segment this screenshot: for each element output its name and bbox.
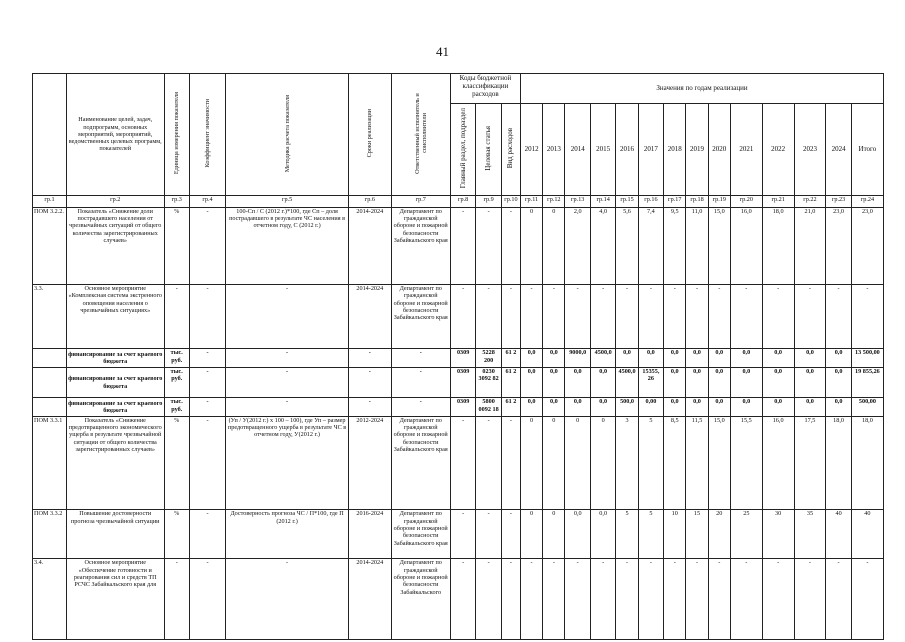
header-year: 2018 — [664, 104, 686, 195]
column-number: гр.15 — [616, 195, 638, 207]
table-cell: 2012-2024 — [349, 416, 391, 510]
table-cell: 11,5 — [686, 416, 708, 510]
table-cell: 0,0 — [565, 510, 590, 559]
table-cell: 2014-2024 — [349, 285, 391, 349]
header-years-group: Значения по годам реализации — [520, 74, 883, 104]
header-method: Методика расчета показателя — [226, 74, 349, 196]
table-cell: - — [450, 285, 475, 349]
table-cell: - — [226, 285, 349, 349]
header-year: 2024 — [826, 104, 851, 195]
column-number: гр.14 — [590, 195, 615, 207]
table-cell: 40 — [851, 510, 883, 559]
table-cell: - — [730, 559, 762, 640]
table-cell: 15,0 — [708, 416, 730, 510]
table-cell: 0,0 — [730, 398, 762, 417]
table-cell: 0,0 — [664, 349, 686, 368]
table-cell: % — [164, 510, 189, 559]
table-cell: - — [476, 559, 501, 640]
table-cell: - — [349, 349, 391, 368]
column-number: гр.3 — [164, 195, 189, 207]
table-cell: 9000,0 — [565, 349, 590, 368]
column-number: гр.9 — [476, 195, 501, 207]
table-cell: 15,5 — [730, 416, 762, 510]
table-cell: - — [476, 510, 501, 559]
table-cell: - — [349, 398, 391, 417]
table-cell: 3.4. — [33, 559, 67, 640]
table-cell: тыс. руб. — [164, 398, 189, 417]
table-cell: ПОМ 3.3.1 — [33, 416, 67, 510]
table-cell: - — [501, 207, 520, 284]
header-target-article: Целевая статья — [476, 104, 501, 195]
table-cell: 9,5 — [664, 207, 686, 284]
table-cell: 0,0 — [708, 367, 730, 397]
table-cell: - — [826, 559, 851, 640]
table-row — [33, 510, 884, 559]
table-cell: 0,0 — [686, 398, 708, 417]
table-cell: - — [501, 285, 520, 349]
table-cell: 7,4 — [638, 207, 663, 284]
table-cell: 3 — [616, 416, 638, 510]
table-cell: 0,0 — [520, 398, 542, 417]
table-cell: 0 — [520, 207, 542, 284]
table-cell: 18,0 — [826, 416, 851, 510]
table-cell: - — [450, 207, 475, 284]
table-cell: Достоверность прогноза ЧС / П*100, где П (2012 г.) — [226, 510, 349, 559]
table-cell: тыс. руб. — [164, 349, 189, 368]
table-cell: - — [565, 559, 590, 640]
column-number: гр.12 — [543, 195, 565, 207]
header-year: 2021 — [730, 104, 762, 195]
column-number: гр.1 — [33, 195, 67, 207]
column-number: гр.17 — [664, 195, 686, 207]
table-cell: - — [391, 367, 450, 397]
table-cell: 21,0 — [794, 207, 826, 284]
table-cell: 0,0 — [794, 367, 826, 397]
table-cell: 0,0 — [565, 367, 590, 397]
table-cell: 0,0 — [590, 367, 615, 397]
table-cell: 5800 0092 18 — [476, 398, 501, 417]
table-cell: - — [189, 285, 225, 349]
table-cell: - — [450, 510, 475, 559]
column-number: гр.4 — [189, 195, 225, 207]
table-row — [33, 367, 884, 397]
table-body — [33, 207, 884, 639]
table-cell: 0,0 — [543, 349, 565, 368]
table-cell: 0,0 — [543, 398, 565, 417]
table-cell: - — [590, 559, 615, 640]
table-cell: - — [189, 207, 225, 284]
table-cell: - — [189, 398, 225, 417]
table-cell: 0,0 — [730, 367, 762, 397]
table-cell: 0,0 — [686, 367, 708, 397]
table-cell: 0,0 — [826, 349, 851, 368]
table-cell: - — [501, 416, 520, 510]
table-cell: 11,0 — [686, 207, 708, 284]
table-cell: 4500,0 — [590, 349, 615, 368]
header-row-1 — [33, 74, 884, 104]
table-cell: 0,0 — [708, 349, 730, 368]
table-cell: 0,0 — [590, 510, 615, 559]
table-cell: - — [708, 559, 730, 640]
table-cell: Повышение достоверности прогноза чрезвычайной ситуации — [66, 510, 164, 559]
column-number: гр.20 — [730, 195, 762, 207]
table-cell: 0,0 — [826, 398, 851, 417]
table-row — [33, 207, 884, 284]
table-cell: тыс. руб. — [164, 367, 189, 397]
table-cell: 0,0 — [520, 367, 542, 397]
table-cell: Показатель «Снижение доли пострадавшего населения от чрезвычайных ситуаций от общего количества зарегистрированных случаев» — [66, 207, 164, 284]
table-cell: 3.3. — [33, 285, 67, 349]
table-cell: - — [664, 559, 686, 640]
header-unit: Единица измерения показателя — [164, 74, 189, 196]
table-cell: 4500,0 — [616, 367, 638, 397]
table-cell: - — [794, 285, 826, 349]
table-cell: - — [476, 285, 501, 349]
table-cell: 5 — [616, 510, 638, 559]
table-cell: - — [616, 285, 638, 349]
table-cell: 18,0 — [851, 416, 883, 510]
table-cell: 0,0 — [794, 349, 826, 368]
header-year: 2015 — [590, 104, 615, 195]
table-cell: Основное мероприятие «Обеспечение готовности и реагирования сил и средств ТП РСЧС Забайкальского края для — [66, 559, 164, 640]
table-cell: 8,5 — [664, 416, 686, 510]
table-cell: 0,0 — [826, 367, 851, 397]
table-cell: 500,00 — [851, 398, 883, 417]
column-number: гр.13 — [565, 195, 590, 207]
table-cell: 0,0 — [730, 349, 762, 368]
header-coefficient: Коэффициент значимости — [189, 74, 225, 196]
table-cell: - — [164, 285, 189, 349]
table-cell: - — [686, 559, 708, 640]
table-cell: - — [762, 559, 794, 640]
table-cell: 0 — [543, 510, 565, 559]
table-cell: 0 — [520, 510, 542, 559]
table-cell: - — [638, 559, 663, 640]
table-cell: - — [226, 349, 349, 368]
table-cell: 40 — [826, 510, 851, 559]
column-number: гр.16 — [638, 195, 663, 207]
table-cell: Департамент по гражданской обороне и пожарной безопасности Забайкальского края — [391, 285, 450, 349]
table-cell: - — [391, 349, 450, 368]
header-year: 2017 — [638, 104, 663, 195]
column-number: гр.21 — [762, 195, 794, 207]
table-cell: % — [164, 207, 189, 284]
column-number: гр.7 — [391, 195, 450, 207]
table-cell: - — [501, 559, 520, 640]
table-cell: 15 — [686, 510, 708, 559]
table-cell: 0,0 — [590, 398, 615, 417]
table-cell: 0,00 — [638, 398, 663, 417]
header-budget-codes: Коды бюджетной классификации расходов — [450, 74, 520, 104]
table-cell: ПОМ 3.2.2. — [33, 207, 67, 284]
table-cell: 0230 3092 82 — [476, 367, 501, 397]
table-cell: - — [189, 510, 225, 559]
table-cell: - — [450, 416, 475, 510]
header-year: 2020 — [708, 104, 730, 195]
table-cell: 18,0 — [762, 207, 794, 284]
table-cell: - — [520, 285, 542, 349]
table-cell — [33, 349, 67, 368]
column-number: гр.22 — [794, 195, 826, 207]
column-number: гр.19 — [708, 195, 730, 207]
table-cell: 5 — [638, 416, 663, 510]
header-total: Итого — [851, 104, 883, 195]
table-cell: финансирование за счет краевого бюджета — [66, 349, 164, 368]
table-cell: 0 — [543, 416, 565, 510]
table-cell: - — [476, 416, 501, 510]
table-cell: 5228 200 — [476, 349, 501, 368]
table-cell: 0,0 — [762, 367, 794, 397]
table-cell: - — [164, 559, 189, 640]
table-cell: 0,0 — [565, 398, 590, 417]
table-cell: 0309 — [450, 367, 475, 397]
header-year: 2013 — [543, 104, 565, 195]
table-cell: 0,0 — [664, 367, 686, 397]
table-cell: - — [664, 285, 686, 349]
table-row — [33, 349, 884, 368]
column-numbers-row — [33, 195, 884, 207]
page-number: 41 — [436, 44, 449, 59]
table-cell — [33, 367, 67, 397]
header-expense-type: Вид расходов — [501, 104, 520, 195]
table-cell: 0,0 — [616, 349, 638, 368]
column-number: гр.8 — [450, 195, 475, 207]
table-cell: 61 2 — [501, 398, 520, 417]
table-cell: - — [189, 559, 225, 640]
table-cell: 0,0 — [794, 398, 826, 417]
table-cell: 0 — [520, 416, 542, 510]
table-cell: - — [520, 559, 542, 640]
table-cell: 25 — [730, 510, 762, 559]
header-year: 2016 — [616, 104, 638, 195]
table-cell: 0 — [590, 416, 615, 510]
table-cell: Департамент по гражданской обороне и пожарной безопасности Забайкальского края — [391, 416, 450, 510]
table-cell: 5,6 — [616, 207, 638, 284]
table-cell: ПОМ 3.3.2 — [33, 510, 67, 559]
header-year: 2023 — [794, 104, 826, 195]
table-cell: 0,0 — [664, 398, 686, 417]
table-cell: - — [189, 367, 225, 397]
table-cell: - — [543, 285, 565, 349]
table-cell: Показатель «Снижение предотвращенного экономического ущерба в результате чрезвычайной ситуации от общего количества зарегистрированных случаев» — [66, 416, 164, 510]
table-cell: 16,0 — [730, 207, 762, 284]
table-cell: Департамент по гражданской обороне и пожарной безопасности Забайкальского края — [391, 510, 450, 559]
table-cell: 23,0 — [826, 207, 851, 284]
column-number: гр.2 — [66, 195, 164, 207]
table-cell: - — [565, 285, 590, 349]
table-cell: - — [851, 559, 883, 640]
table-cell: - — [226, 398, 349, 417]
table-cell: - — [189, 416, 225, 510]
table-row — [33, 416, 884, 510]
table-cell: 0,0 — [520, 349, 542, 368]
header-year: 2014 — [565, 104, 590, 195]
table-cell: - — [616, 559, 638, 640]
table-cell: % — [164, 416, 189, 510]
table-cell: - — [189, 349, 225, 368]
header-section: Главный раздел, подраздел — [450, 104, 475, 195]
table-cell: 0 — [565, 416, 590, 510]
table-cell: 0,0 — [708, 398, 730, 417]
header-year: 2022 — [762, 104, 794, 195]
table-cell: 10 — [664, 510, 686, 559]
table-cell: - — [794, 559, 826, 640]
table-cell: 0309 — [450, 398, 475, 417]
header-executor: Ответственный исполнитель и соисполнители — [391, 74, 450, 196]
column-number: гр.11 — [520, 195, 542, 207]
table-cell: 17,5 — [794, 416, 826, 510]
table-cell: 4,0 — [590, 207, 615, 284]
table-cell: 0,0 — [762, 349, 794, 368]
table-cell: 16,0 — [762, 416, 794, 510]
column-number: гр.24 — [851, 195, 883, 207]
table-cell: 30 — [762, 510, 794, 559]
table-cell: - — [730, 285, 762, 349]
table-row — [33, 398, 884, 417]
table-cell: 13 500,00 — [851, 349, 883, 368]
table-cell: 61 2 — [501, 367, 520, 397]
table-cell: 2014-2024 — [349, 559, 391, 640]
header-year: 2019 — [686, 104, 708, 195]
header-terms: Сроки реализации — [349, 74, 391, 196]
table-cell: 19 855,26 — [851, 367, 883, 397]
table-cell: 0 — [543, 207, 565, 284]
table-cell: 15,0 — [708, 207, 730, 284]
table-cell: 23,0 — [851, 207, 883, 284]
table-cell: - — [686, 285, 708, 349]
table-cell: 2,0 — [565, 207, 590, 284]
header-col1 — [33, 74, 67, 196]
table-cell: (Уп / У(2012 г.) х 100 – 100), где Уп – размер предотвращенного ущерба в результате ЧС в отчетном году, У(2012 г.) — [226, 416, 349, 510]
header-year: 2012 — [520, 104, 542, 195]
table-cell: 15355, 26 — [638, 367, 663, 397]
column-number: гр.18 — [686, 195, 708, 207]
column-number: гр.6 — [349, 195, 391, 207]
table-cell: - — [851, 285, 883, 349]
table-cell: - — [391, 398, 450, 417]
table-cell: - — [476, 207, 501, 284]
table-cell: 35 — [794, 510, 826, 559]
table-row — [33, 285, 884, 349]
table-cell: - — [226, 559, 349, 640]
table-cell: - — [826, 285, 851, 349]
table-cell: финансирование за счет краевого бюджета — [66, 398, 164, 417]
table-cell: 500,0 — [616, 398, 638, 417]
table-cell: 0309 — [450, 349, 475, 368]
column-number: гр.23 — [826, 195, 851, 207]
table-cell: 0,0 — [543, 367, 565, 397]
table-cell: - — [226, 367, 349, 397]
program-table — [32, 73, 884, 640]
table-cell: - — [543, 559, 565, 640]
table-row — [33, 559, 884, 640]
table-cell: 0,0 — [762, 398, 794, 417]
table-cell: 100-Сп / С (2012 г.)*100, где Сп – доля пострадавшего в результате ЧС населения в отчетном году, С (2012 г.) — [226, 207, 349, 284]
header-name: Наименование целей, задач, подпрограмм, основных мероприятий, мероприятий, ведомственных целевых программ, показателей — [66, 74, 164, 196]
table-cell: - — [450, 559, 475, 640]
table-cell: 2014-2024 — [349, 207, 391, 284]
table-cell: - — [762, 285, 794, 349]
table-cell: 20 — [708, 510, 730, 559]
table-cell: - — [638, 285, 663, 349]
table-cell: - — [349, 367, 391, 397]
column-number: гр.5 — [226, 195, 349, 207]
table-cell: 2016-2024 — [349, 510, 391, 559]
table-cell: 0,0 — [638, 349, 663, 368]
table-cell: 61 2 — [501, 349, 520, 368]
table-cell: финансирование за счет краевого бюджета — [66, 367, 164, 397]
table-cell: 0,0 — [686, 349, 708, 368]
table-cell: Департамент по гражданской обороне и пожарной безопасности Забайкальского края — [391, 207, 450, 284]
column-number: гр.10 — [501, 195, 520, 207]
table-cell: Основное мероприятие «Комплексная система экстренного оповещения населения о чрезвычайных ситуациях» — [66, 285, 164, 349]
table-cell: Департамент по гражданской обороне и пожарной безопасности Забайкальского — [391, 559, 450, 640]
table-cell — [33, 398, 67, 417]
table-cell: - — [590, 285, 615, 349]
table-cell: 5 — [638, 510, 663, 559]
table-cell: - — [501, 510, 520, 559]
table-cell: - — [708, 285, 730, 349]
